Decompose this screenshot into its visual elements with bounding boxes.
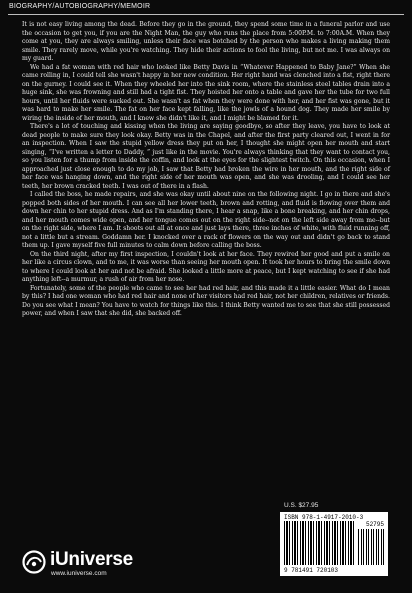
paragraph: Fortunately, some of the people who came to see her had red hair, and this made it a little easier. What do I mean by this? I had one woman who had red hair and none of her visitors had red hair, not her children, relatives or friends. Do you see what I mean? You have to watch for things like this. I think Betty wanted me to see that she still possessed power, and when I saw that she did, she backed off. (22, 284, 390, 317)
paragraph: It is not easy living among the dead. Before they go in the ground, they spend some time in a funeral parlor and use the occasion to get you, if you are the Night Man, the guy who runs the place from 5:00P.M. to 7:00A.M. When they come at you, they are always smiling, unless their face was botched by the person who makes a living making them smile. They rarely move, while you're watching. They hide their actions to fool the living, but not me. I was always on my guard. (22, 21, 390, 62)
genre-label: BIOGRAPHY/AUTOBIOGRAPHY/MEMOIR (9, 3, 151, 10)
barcode-main-bars (284, 521, 354, 565)
paragraph: I called the boss, he made repairs, and she was okay until about nine on the following night. I go in there and she's popped both sides of her mouth. I can see all her lower teeth, brown and rotting, and fluid is flowing over them and down her chin to her stupid dress. And as I'm standing there, I hear a snap, like a bone breaking, and her chin drops, and her mouth comes wide open, and her tongue comes out on the right side--not on the left side away from me--but on the right side, where I am. It shoots out all at once and just lays there, three inches of white, with fluid running off, not a little but a stream. Goddamn her. I knocked over a rack of flowers on the way out and didn't go back to stand them up. I gave myself five full minutes to calm down before calling the boss. (22, 191, 390, 249)
paragraph: On the third night, after my first inspection, I couldn't look at her face. They rewired her good and put a smile on her like a circus clown, and to me, it was worse than seeing her mouth open. It took her hours to bring the smile down to where I could look at her and not be afraid. She looked a little more at peace, but I kept watching to see if she had anything left--a murmur, a rush of air from her nose. (22, 250, 390, 283)
publisher-url: www.iuniverse.com (51, 570, 107, 577)
paragraph: There's a lot of touching and kissing when the living are saying goodbye, so after they leave, you have to look at dead people to make sure they look okay. Betty was in the Chapel, and after the first party cleared out, I went in for an inspection. When I saw the stupid yellow dress they put on her, I thought she might open her mouth and start singing, “I've written a letter to Daddy, ” just like in the movie. You're always thinking that they want to contact you, so you listen for a thump from inside the coffin, and look at the eyes for the slightest twitch. On this occasion, when I approached just close enough to do my job, I saw that Betty had broken the wire in her mouth, and the right side of her face was hanging down, and the right side of her mouth was open, and she was drooling, and I could see her teeth, her brown cracked teeth. I was out of there in a flash. (22, 123, 390, 190)
barcode-block (280, 512, 388, 576)
iuniverse-swirl-icon (22, 550, 46, 574)
back-cover-text (22, 21, 390, 319)
publisher-name: iUniverse (50, 549, 133, 570)
publisher-logo (22, 546, 162, 580)
isbn-text: ISBN 978-1-4917-2010-3 (284, 514, 364, 521)
price-label: U.S. $27.95 (284, 502, 319, 509)
header-divider (8, 14, 404, 15)
price-addon-code: 52795 (365, 521, 384, 528)
barcode-addon-bars (358, 529, 384, 565)
barcode-number: 9 781491 720103 (284, 567, 339, 574)
paragraph: We had a fat woman with red hair who looked like Betty Davis in “Whatever Happened to Baby Jane?” When she came rolling in, I could tell she wasn't happy in her new condition. Her right hand was clenched into a fist, right there on the gurney. I could see it. When they wheeled her into the sink room, where the stainless steel tables drain into a huge sink, she was frowning and still had a tight fist. They hoisted her onto a table and gave her the tube for two full hours, until her fluids were sucked out. She wasn't as fat when they were done with her, and her fist was gone, but it was hard to make her smile. The fat on her face kept falling, like the jowls of a hound dog. They made her smile by wiring the inside of her mouth, and I knew she didn't like it, and I might be blamed for it. (22, 63, 390, 122)
